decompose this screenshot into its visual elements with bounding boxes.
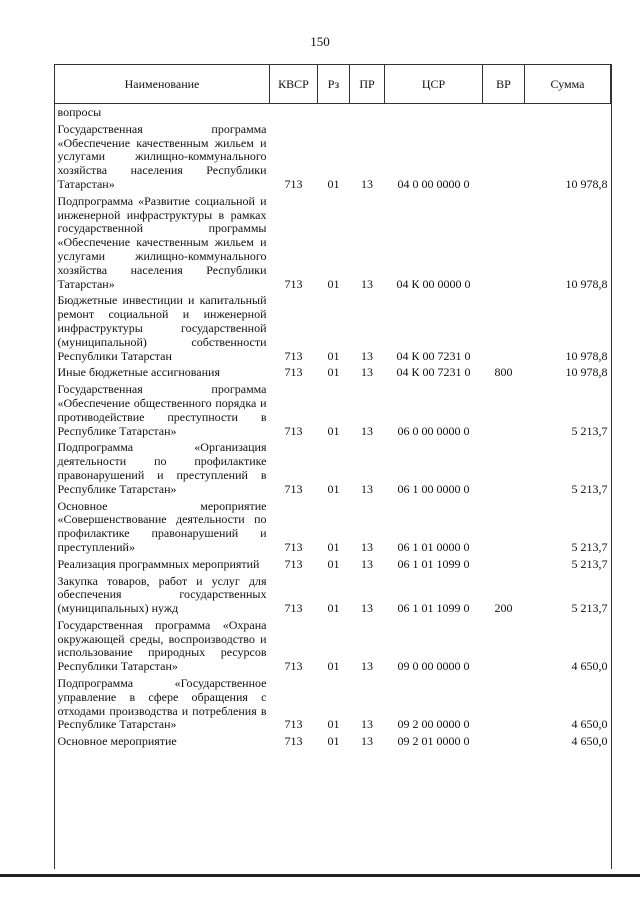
cell-name: Основное мероприятие xyxy=(57,734,177,749)
cell-name: Государственная программа «Обеспечение качественным жильем и услугами жилищно-коммунального хозяйства населения Республики Татарстан» xyxy=(57,121,267,191)
cell-name: Иные бюджетные ассигнования xyxy=(57,365,220,380)
cell-vr xyxy=(483,292,525,364)
cell-sum: 5 213,7 xyxy=(571,423,608,438)
cell-vr xyxy=(483,104,525,121)
cell-pr: 13 xyxy=(361,659,373,674)
cell-sum: 5 213,7 xyxy=(571,539,608,554)
cell-sum xyxy=(525,104,611,121)
cell-name: Государственная программа «Охрана окружающей среды, воспроизводство и использование природных ресурсов Республики Татарстан» xyxy=(57,617,267,674)
table-row xyxy=(55,121,611,193)
cell-name: Подпрограмма «Государственное управление в сфере обращения с отходами производства и потребления в Республике Татарстан» xyxy=(57,676,267,732)
budget-table xyxy=(54,64,611,750)
cell-sum: 10 978,8 xyxy=(565,276,608,291)
table-row xyxy=(55,733,611,750)
scan-bottom-rule xyxy=(0,874,640,877)
cell-sum: 10 978,8 xyxy=(565,365,608,380)
cell-vr xyxy=(483,556,525,573)
table-row xyxy=(55,556,611,573)
header-kvsr: КВСР xyxy=(270,65,318,104)
cell-pr: 13 xyxy=(361,539,373,554)
cell-name: Бюджетные инвестиции и капитальный ремонт социальной и инженерной инфраструктуры государственной (муниципальной) собственности Республики Татарстан xyxy=(57,293,267,363)
cell-rz: 01 xyxy=(327,601,340,616)
cell-pr: 13 xyxy=(361,276,373,291)
cell-name: Подпрограмма «Организация деятельности по профилактике правонарушений и преступлений в Республике Татарстан» xyxy=(57,440,267,496)
cell-vr: 800 xyxy=(494,365,513,380)
cell-vr xyxy=(483,121,525,193)
cell-vr xyxy=(483,193,525,293)
table-row xyxy=(55,617,611,675)
table-row xyxy=(55,292,611,364)
cell-pr: 13 xyxy=(361,717,373,732)
cell-vr xyxy=(483,439,525,497)
cell-pr: 13 xyxy=(361,348,373,363)
cell-rz: 01 xyxy=(327,365,340,380)
cell-csr: 04 К 00 0000 0 xyxy=(396,276,471,291)
cell-kvsr: 713 xyxy=(284,276,303,291)
cell-csr: 09 0 00 0000 0 xyxy=(397,659,470,674)
cell-csr: 04 К 00 7231 0 xyxy=(396,365,471,380)
cell-pr: 13 xyxy=(361,423,373,438)
cell-csr: 04 0 00 0000 0 xyxy=(397,176,470,191)
cell-sum: 10 978,8 xyxy=(565,348,608,363)
cell-csr xyxy=(385,104,483,121)
header-pr: ПР xyxy=(350,65,385,104)
table-body xyxy=(55,104,611,751)
cell-kvsr: 713 xyxy=(284,717,303,732)
cell-pr: 13 xyxy=(361,481,373,496)
table-row xyxy=(55,381,611,439)
table-row xyxy=(55,573,611,617)
cell-name: вопросы xyxy=(57,105,102,119)
cell-rz: 01 xyxy=(327,176,340,191)
cell-kvsr: 713 xyxy=(284,601,303,616)
cell-kvsr: 713 xyxy=(284,481,303,496)
cell-vr xyxy=(483,498,525,556)
header-name: Наименование xyxy=(55,65,270,104)
cell-kvsr: 713 xyxy=(284,734,303,749)
cell-vr xyxy=(483,733,525,750)
cell-csr: 06 1 01 1099 0 xyxy=(397,601,470,616)
cell-rz: 01 xyxy=(327,423,340,438)
table-row xyxy=(55,498,611,556)
cell-pr: 13 xyxy=(361,365,373,380)
table-row xyxy=(55,364,611,381)
cell-kvsr: 713 xyxy=(284,556,303,571)
table-row xyxy=(55,675,611,733)
cell-name: Государственная программа «Обеспечение общественного порядка и противодействие преступности в Республике Татарстан» xyxy=(57,382,267,438)
cell-name: Закупка товаров, работ и услуг для обеспечения государственных (муниципальных) нужд xyxy=(57,573,267,616)
header-sum: Сумма xyxy=(525,65,611,104)
cell-kvsr xyxy=(270,104,318,121)
cell-pr: 13 xyxy=(361,734,373,749)
cell-sum: 5 213,7 xyxy=(571,556,608,571)
cell-rz: 01 xyxy=(327,556,340,571)
cell-vr xyxy=(483,381,525,439)
cell-vr xyxy=(483,617,525,675)
cell-name: Подпрограмма «Развитие социальной и инженерной инфраструктуры в рамках государственной программы «Обеспечение качественным жильем и услугами жилищно-коммунального хозяйства населения Республики Татарстан» xyxy=(57,193,267,291)
cell-rz: 01 xyxy=(327,717,340,732)
cell-rz: 01 xyxy=(327,481,340,496)
cell-rz: 01 xyxy=(327,734,340,749)
cell-sum: 4 650,0 xyxy=(571,717,608,732)
table-row xyxy=(55,439,611,497)
cell-sum: 4 650,0 xyxy=(571,659,608,674)
table-header-row xyxy=(55,65,611,104)
cell-csr: 06 1 00 0000 0 xyxy=(397,481,470,496)
cell-sum: 4 650,0 xyxy=(571,734,608,749)
cell-rz: 01 xyxy=(327,539,340,554)
cell-pr xyxy=(350,104,385,121)
cell-sum: 5 213,7 xyxy=(571,601,608,616)
cell-rz: 01 xyxy=(327,276,340,291)
header-csr: ЦСР xyxy=(385,65,483,104)
cell-kvsr: 713 xyxy=(284,659,303,674)
cell-kvsr: 713 xyxy=(284,539,303,554)
table-row xyxy=(55,104,611,121)
cell-csr: 09 2 00 0000 0 xyxy=(397,717,470,732)
cell-rz xyxy=(318,104,350,121)
cell-csr: 06 0 00 0000 0 xyxy=(397,423,470,438)
cell-pr: 13 xyxy=(361,176,373,191)
cell-name: Основное мероприятие «Совершенствование деятельности по профилактике правонарушений и преступлений» xyxy=(57,498,267,554)
cell-sum: 10 978,8 xyxy=(565,176,608,191)
cell-kvsr: 713 xyxy=(284,176,303,191)
cell-kvsr: 713 xyxy=(284,423,303,438)
page-number: 150 xyxy=(310,34,330,49)
header-rz: Рз xyxy=(318,65,350,104)
cell-csr: 06 1 01 1099 0 xyxy=(397,556,470,571)
cell-csr: 06 1 01 0000 0 xyxy=(397,539,470,554)
cell-vr: 200 xyxy=(494,601,513,616)
cell-csr: 04 К 00 7231 0 xyxy=(396,348,471,363)
cell-sum: 5 213,7 xyxy=(571,481,608,496)
cell-kvsr: 713 xyxy=(284,348,303,363)
table-row xyxy=(55,193,611,293)
cell-rz: 01 xyxy=(327,659,340,674)
cell-kvsr: 713 xyxy=(284,365,303,380)
cell-name: Реализация программных мероприятий xyxy=(57,556,260,571)
cell-csr: 09 2 01 0000 0 xyxy=(397,734,470,749)
header-vr: ВР xyxy=(483,65,525,104)
cell-pr: 13 xyxy=(361,556,373,571)
cell-vr xyxy=(483,675,525,733)
cell-rz: 01 xyxy=(327,348,340,363)
cell-pr: 13 xyxy=(361,601,373,616)
